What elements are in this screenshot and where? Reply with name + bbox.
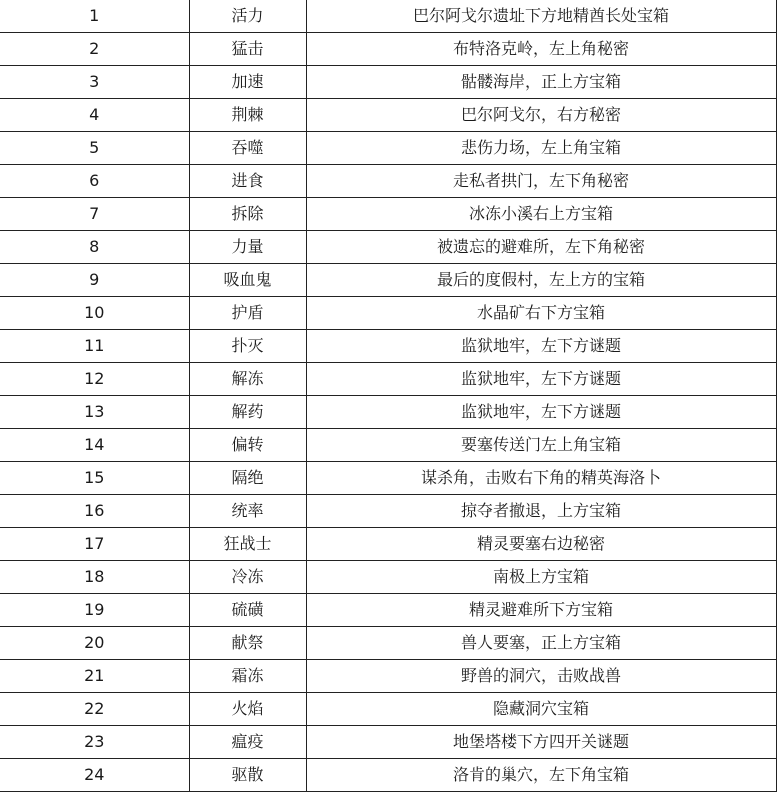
row-number-cell: 6 — [0, 165, 189, 198]
location-cell: 监狱地牢，左下方谜题 — [306, 330, 776, 363]
table-row — [0, 693, 776, 726]
row-number-cell: 11 — [0, 330, 189, 363]
skill-name-cell: 霜冻 — [189, 660, 306, 693]
location-cell: 隐藏洞穴宝箱 — [306, 693, 776, 726]
table-row — [0, 660, 776, 693]
row-number-cell: 22 — [0, 693, 189, 726]
location-cell: 兽人要塞，正上方宝箱 — [306, 627, 776, 660]
skill-name-cell: 硫磺 — [189, 594, 306, 627]
location-cell: 监狱地牢，左下方谜题 — [306, 396, 776, 429]
table-row — [0, 231, 776, 264]
row-number-cell: 13 — [0, 396, 189, 429]
table-row — [0, 429, 776, 462]
skill-name-cell: 隔绝 — [189, 462, 306, 495]
table-row — [0, 495, 776, 528]
skill-name-cell: 荆棘 — [189, 99, 306, 132]
row-number-cell: 8 — [0, 231, 189, 264]
skill-name-cell: 火焰 — [189, 693, 306, 726]
row-number-cell: 12 — [0, 363, 189, 396]
row-number-cell: 14 — [0, 429, 189, 462]
row-number-cell: 3 — [0, 66, 189, 99]
location-cell: 被遗忘的避难所，左下角秘密 — [306, 231, 776, 264]
row-number-cell: 16 — [0, 495, 189, 528]
row-number-cell: 17 — [0, 528, 189, 561]
location-cell: 水晶矿右下方宝箱 — [306, 297, 776, 330]
row-number-cell: 21 — [0, 660, 189, 693]
location-cell: 最后的度假村，左上方的宝箱 — [306, 264, 776, 297]
location-cell: 监狱地牢，左下方谜题 — [306, 363, 776, 396]
row-number-cell: 23 — [0, 726, 189, 759]
skill-name-cell: 拆除 — [189, 198, 306, 231]
location-cell: 骷髅海岸，正上方宝箱 — [306, 66, 776, 99]
row-number-cell: 10 — [0, 297, 189, 330]
skill-name-cell: 扑灭 — [189, 330, 306, 363]
location-cell: 精灵要塞右边秘密 — [306, 528, 776, 561]
table-row — [0, 264, 776, 297]
location-cell: 洛肯的巢穴，左下角宝箱 — [306, 759, 776, 792]
location-cell: 巴尔阿戈尔，右方秘密 — [306, 99, 776, 132]
skill-name-cell: 加速 — [189, 66, 306, 99]
location-cell: 野兽的洞穴，击败战兽 — [306, 660, 776, 693]
table-row — [0, 726, 776, 759]
skill-name-cell: 护盾 — [189, 297, 306, 330]
row-number-cell: 1 — [0, 0, 189, 33]
row-number-cell: 20 — [0, 627, 189, 660]
skill-name-cell: 统率 — [189, 495, 306, 528]
table-row — [0, 132, 776, 165]
skill-name-cell: 献祭 — [189, 627, 306, 660]
skill-name-cell: 瘟疫 — [189, 726, 306, 759]
table-row — [0, 462, 776, 495]
skill-name-cell: 解冻 — [189, 363, 306, 396]
skill-name-cell: 猛击 — [189, 33, 306, 66]
table-row — [0, 330, 776, 363]
table-row — [0, 297, 776, 330]
row-number-cell: 18 — [0, 561, 189, 594]
skill-name-cell: 驱散 — [189, 759, 306, 792]
row-number-cell: 9 — [0, 264, 189, 297]
table-row — [0, 99, 776, 132]
skill-name-cell: 吸血鬼 — [189, 264, 306, 297]
row-number-cell: 2 — [0, 33, 189, 66]
row-number-cell: 24 — [0, 759, 189, 792]
table-row — [0, 165, 776, 198]
location-cell: 掠夺者撤退，上方宝箱 — [306, 495, 776, 528]
location-cell: 悲伤力场，左上角宝箱 — [306, 132, 776, 165]
skill-name-cell: 解药 — [189, 396, 306, 429]
table-row — [0, 396, 776, 429]
table-row — [0, 594, 776, 627]
row-number-cell: 19 — [0, 594, 189, 627]
location-cell: 精灵避难所下方宝箱 — [306, 594, 776, 627]
location-cell: 地堡塔楼下方四开关谜题 — [306, 726, 776, 759]
row-number-cell: 15 — [0, 462, 189, 495]
table-row — [0, 0, 776, 33]
row-number-cell: 5 — [0, 132, 189, 165]
location-cell: 要塞传送门左上角宝箱 — [306, 429, 776, 462]
table-row — [0, 561, 776, 594]
location-cell: 冰冻小溪右上方宝箱 — [306, 198, 776, 231]
skill-name-cell: 冷冻 — [189, 561, 306, 594]
row-number-cell: 7 — [0, 198, 189, 231]
table-row — [0, 33, 776, 66]
skill-name-cell: 力量 — [189, 231, 306, 264]
location-cell: 谋杀角，击败右下角的精英海洛卜 — [306, 462, 776, 495]
location-cell: 巴尔阿戈尔遗址下方地精酋长处宝箱 — [306, 0, 776, 33]
table-row — [0, 528, 776, 561]
skill-name-cell: 活力 — [189, 0, 306, 33]
table-row — [0, 627, 776, 660]
skill-name-cell: 吞噬 — [189, 132, 306, 165]
location-cell: 布特洛克岭，左上角秘密 — [306, 33, 776, 66]
location-cell: 走私者拱门，左下角秘密 — [306, 165, 776, 198]
row-number-cell: 4 — [0, 99, 189, 132]
location-cell: 南极上方宝箱 — [306, 561, 776, 594]
table-row — [0, 198, 776, 231]
skill-name-cell: 进食 — [189, 165, 306, 198]
skill-name-cell: 狂战士 — [189, 528, 306, 561]
table-row — [0, 759, 776, 792]
table-row — [0, 66, 776, 99]
skill-name-cell: 偏转 — [189, 429, 306, 462]
table-row — [0, 363, 776, 396]
